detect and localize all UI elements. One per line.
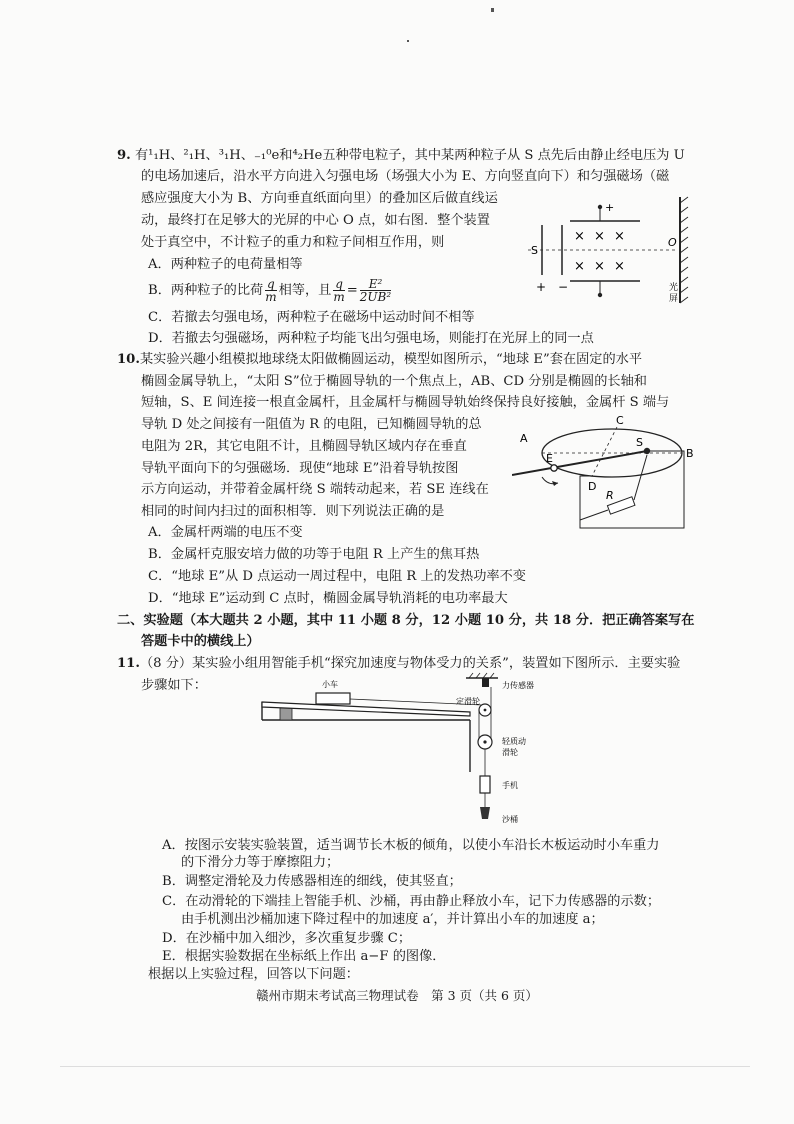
section-experiment-heading-2: 答题卡中的横线上） xyxy=(141,634,260,649)
long-board xyxy=(262,702,470,716)
fixed-pulley-axle xyxy=(484,709,487,712)
q9-option-b-text: B．两种粒子的比荷 xyxy=(148,283,264,298)
label-moving-pulley-1: 轻质动 xyxy=(502,737,526,746)
magnetic-field-crosses xyxy=(574,229,625,274)
cross-mark: × xyxy=(574,229,585,244)
q11-step-c-1: C．在动滑轮的下端挂上智能手机、沙桶，再由静止释放小车，记下力传感器的示数； xyxy=(162,894,661,909)
scan-dot xyxy=(491,8,494,12)
q11-step-e: E．根据实验数据在坐标纸上作出 a−F 的图像． xyxy=(162,949,446,964)
q9-line5: 处于真空中，不计粒子的重力和粒子间相互作用，则 xyxy=(141,235,445,250)
q10-line6: 导轨平面向下的匀强磁场．现使“地球 E”沿着导轨按图 xyxy=(141,461,459,476)
q9-line4: 动，最终打在足够大的光屏的中心 O 点，如右图．整个装置 xyxy=(141,213,490,228)
cross-mark: × xyxy=(594,259,605,274)
q10-line7: 示方向运动，并带着金属杆绕 S 端转动起来，若 SE 连线在 xyxy=(141,482,489,497)
earth-e-point xyxy=(551,465,557,471)
q10-option-c: C．“地球 E”从 D 点运动一周过程中，电阻 R 上的发热功率不变 xyxy=(148,569,526,584)
label-bucket: 沙桶 xyxy=(502,815,518,824)
q9-option-b xyxy=(148,276,393,306)
q9-option-d: D．若撤去匀强磁场，两种粒子均能飞出匀强电场，则能打在光屏上的同一点 xyxy=(148,331,594,346)
resistor-lead-left xyxy=(580,510,608,520)
q9-number: 9. xyxy=(117,148,131,163)
minor-axis xyxy=(592,427,617,476)
q10-stem-1: 某实验兴趣小组模拟地球绕太阳做椭圆运动，模型如图所示，“地球 E”套在固定的水平 xyxy=(139,352,643,367)
q11-step-d: D．在沙桶中加入细沙，多次重复步骤 C； xyxy=(162,931,412,946)
label-plus-top: + xyxy=(605,201,615,214)
lower-terminal xyxy=(598,293,602,297)
cross-mark: × xyxy=(614,259,625,274)
q11-step-c-2: 由手机测出沙桶加速下降过程中的加速度 a′，并计算出小车的加速度 a； xyxy=(181,912,604,927)
label-e: E xyxy=(546,452,553,465)
q10-ellipse-diagram xyxy=(512,410,702,535)
label-c: C xyxy=(616,414,624,427)
q11-stem-1: （8 分）某实验小组用智能手机“探究加速度与物体受力的关系”，装置如下图所示．主要实验 xyxy=(139,656,681,671)
label-o: O xyxy=(668,236,677,249)
label-s: S xyxy=(636,436,643,449)
q10-number: 10. xyxy=(117,352,140,367)
q9-line1 xyxy=(117,147,685,165)
q10-option-d: D．“地球 E”运动到 C 点时，椭圆金属导轨消耗的电功率最大 xyxy=(148,591,508,606)
q11-step-b: B．调整定滑轮及力传感器相连的细线，使其竖直； xyxy=(162,874,462,889)
cross-mark: × xyxy=(614,229,625,244)
page-footer: 赣州市期末考试高三物理试卷 第 3 页（共 6 页） xyxy=(256,988,538,1003)
support-block xyxy=(280,708,292,720)
q11-line1 xyxy=(117,655,680,673)
q10-line1 xyxy=(117,351,642,369)
q11-apparatus-diagram xyxy=(258,672,548,832)
q10-line4: 导轨 D 处之间接有一阻值为 R 的电阻，已知椭圆导轨的总 xyxy=(141,417,482,432)
label-cart: 小车 xyxy=(322,680,338,689)
q10-line5: 电阻为 2R，其它电阻不计，且椭圆导轨区域内存在垂直 xyxy=(141,439,467,454)
q9-option-c: C．若撤去匀强电场，两种粒子在磁场中运动时间不相等 xyxy=(148,310,475,325)
metal-rod xyxy=(512,451,647,475)
q11-step-a-1: A．按图示安装实验装置，适当调节长木板的倾角，以使小车沿长木板运动时小车重力 xyxy=(162,838,660,853)
force-sensor xyxy=(482,678,489,687)
q9-stem-1: 有¹₁H、²₁H、³₁H、₋₁⁰e和⁴₂He五种带电粒子，其中某两种粒子从 S 点先后由静止经电压为 U xyxy=(134,148,685,163)
sand-bucket xyxy=(480,807,490,819)
q10-option-a: A．金属杆两端的电压不变 xyxy=(148,525,303,540)
label-r: R xyxy=(606,489,614,502)
label-b: B xyxy=(686,447,694,460)
q9-option-b-mid: 相等，且 xyxy=(278,283,332,298)
ratio-q-over-m-2: $\frac{q}{m}$ xyxy=(333,277,345,304)
screen-hatching xyxy=(680,197,688,303)
q9-line3: 感应强度大小为 B、方向垂直纸面向里）的叠加区后做直线运 xyxy=(141,191,498,206)
cross-mark: × xyxy=(594,229,605,244)
label-minus-left: − xyxy=(558,280,569,294)
q11-number: 11. xyxy=(117,656,140,671)
label-moving-pulley-2: 滑轮 xyxy=(502,748,518,757)
phone xyxy=(480,776,490,793)
q11-step-a-2: 的下滑分力等于摩擦阻力； xyxy=(181,855,340,870)
label-fixed-pulley: 定滑轮 xyxy=(456,697,480,706)
label-s: S xyxy=(531,244,538,257)
q10-line8: 相同的时间内扫过的面积相等．则下列说法正确的是 xyxy=(141,504,445,519)
q9-field-diagram xyxy=(528,195,698,310)
scan-dot xyxy=(407,40,409,42)
moving-pulley-axle xyxy=(483,740,486,743)
label-screen-2: 屏 xyxy=(669,294,679,304)
upper-terminal xyxy=(598,205,602,209)
q9-option-a: A．两种粒子的电荷量相等 xyxy=(148,257,303,272)
section-experiment-heading: 二、实验题（本大题共 2 小题，其中 11 小题 8 分，12 小题 10 分，共 18 分．把正确答案写在 xyxy=(117,613,695,628)
label-plus-left: + xyxy=(536,280,547,294)
scan-shadow-line xyxy=(60,1066,750,1067)
q11-tail: 根据以上实验过程，回答以下问题： xyxy=(148,967,359,982)
label-d: D xyxy=(588,480,597,493)
label-phone: 手机 xyxy=(502,781,518,790)
ratio-e2-over-2ub2: $\frac{\text{E²}}{\text{2UB²}}$ xyxy=(359,277,392,304)
q10-line3: 短轴，S、E 间连接一根直金属杆，且金属杆与椭圆导轨始终保持良好接触，金属杆 S 端与 xyxy=(141,395,670,410)
label-force-sensor: 力传感器 xyxy=(502,681,534,690)
cross-mark: × xyxy=(574,259,585,274)
q10-option-b: B．金属杆克服安培力做的功等于电阻 R 上产生的焦耳热 xyxy=(148,547,480,562)
label-screen-1: 光 xyxy=(669,283,679,293)
cart xyxy=(316,693,350,704)
q11-line2: 步骤如下： xyxy=(141,678,207,693)
ratio-q-over-m: $\frac{q}{m}$ xyxy=(265,277,277,304)
equals-sign: = xyxy=(346,283,358,298)
resistor-lead-right xyxy=(634,455,647,500)
q9-line2: 的电场加速后，沿水平方向进入匀强电场（场强大小为 E、方向竖直向下）和匀强磁场（磁 xyxy=(141,169,670,184)
q10-line2: 椭圆金属导轨上，“太阳 S”位于椭圆导轨的一个焦点上，AB、CD 分别是椭圆的长轴和 xyxy=(141,374,647,389)
label-a: A xyxy=(520,432,528,445)
